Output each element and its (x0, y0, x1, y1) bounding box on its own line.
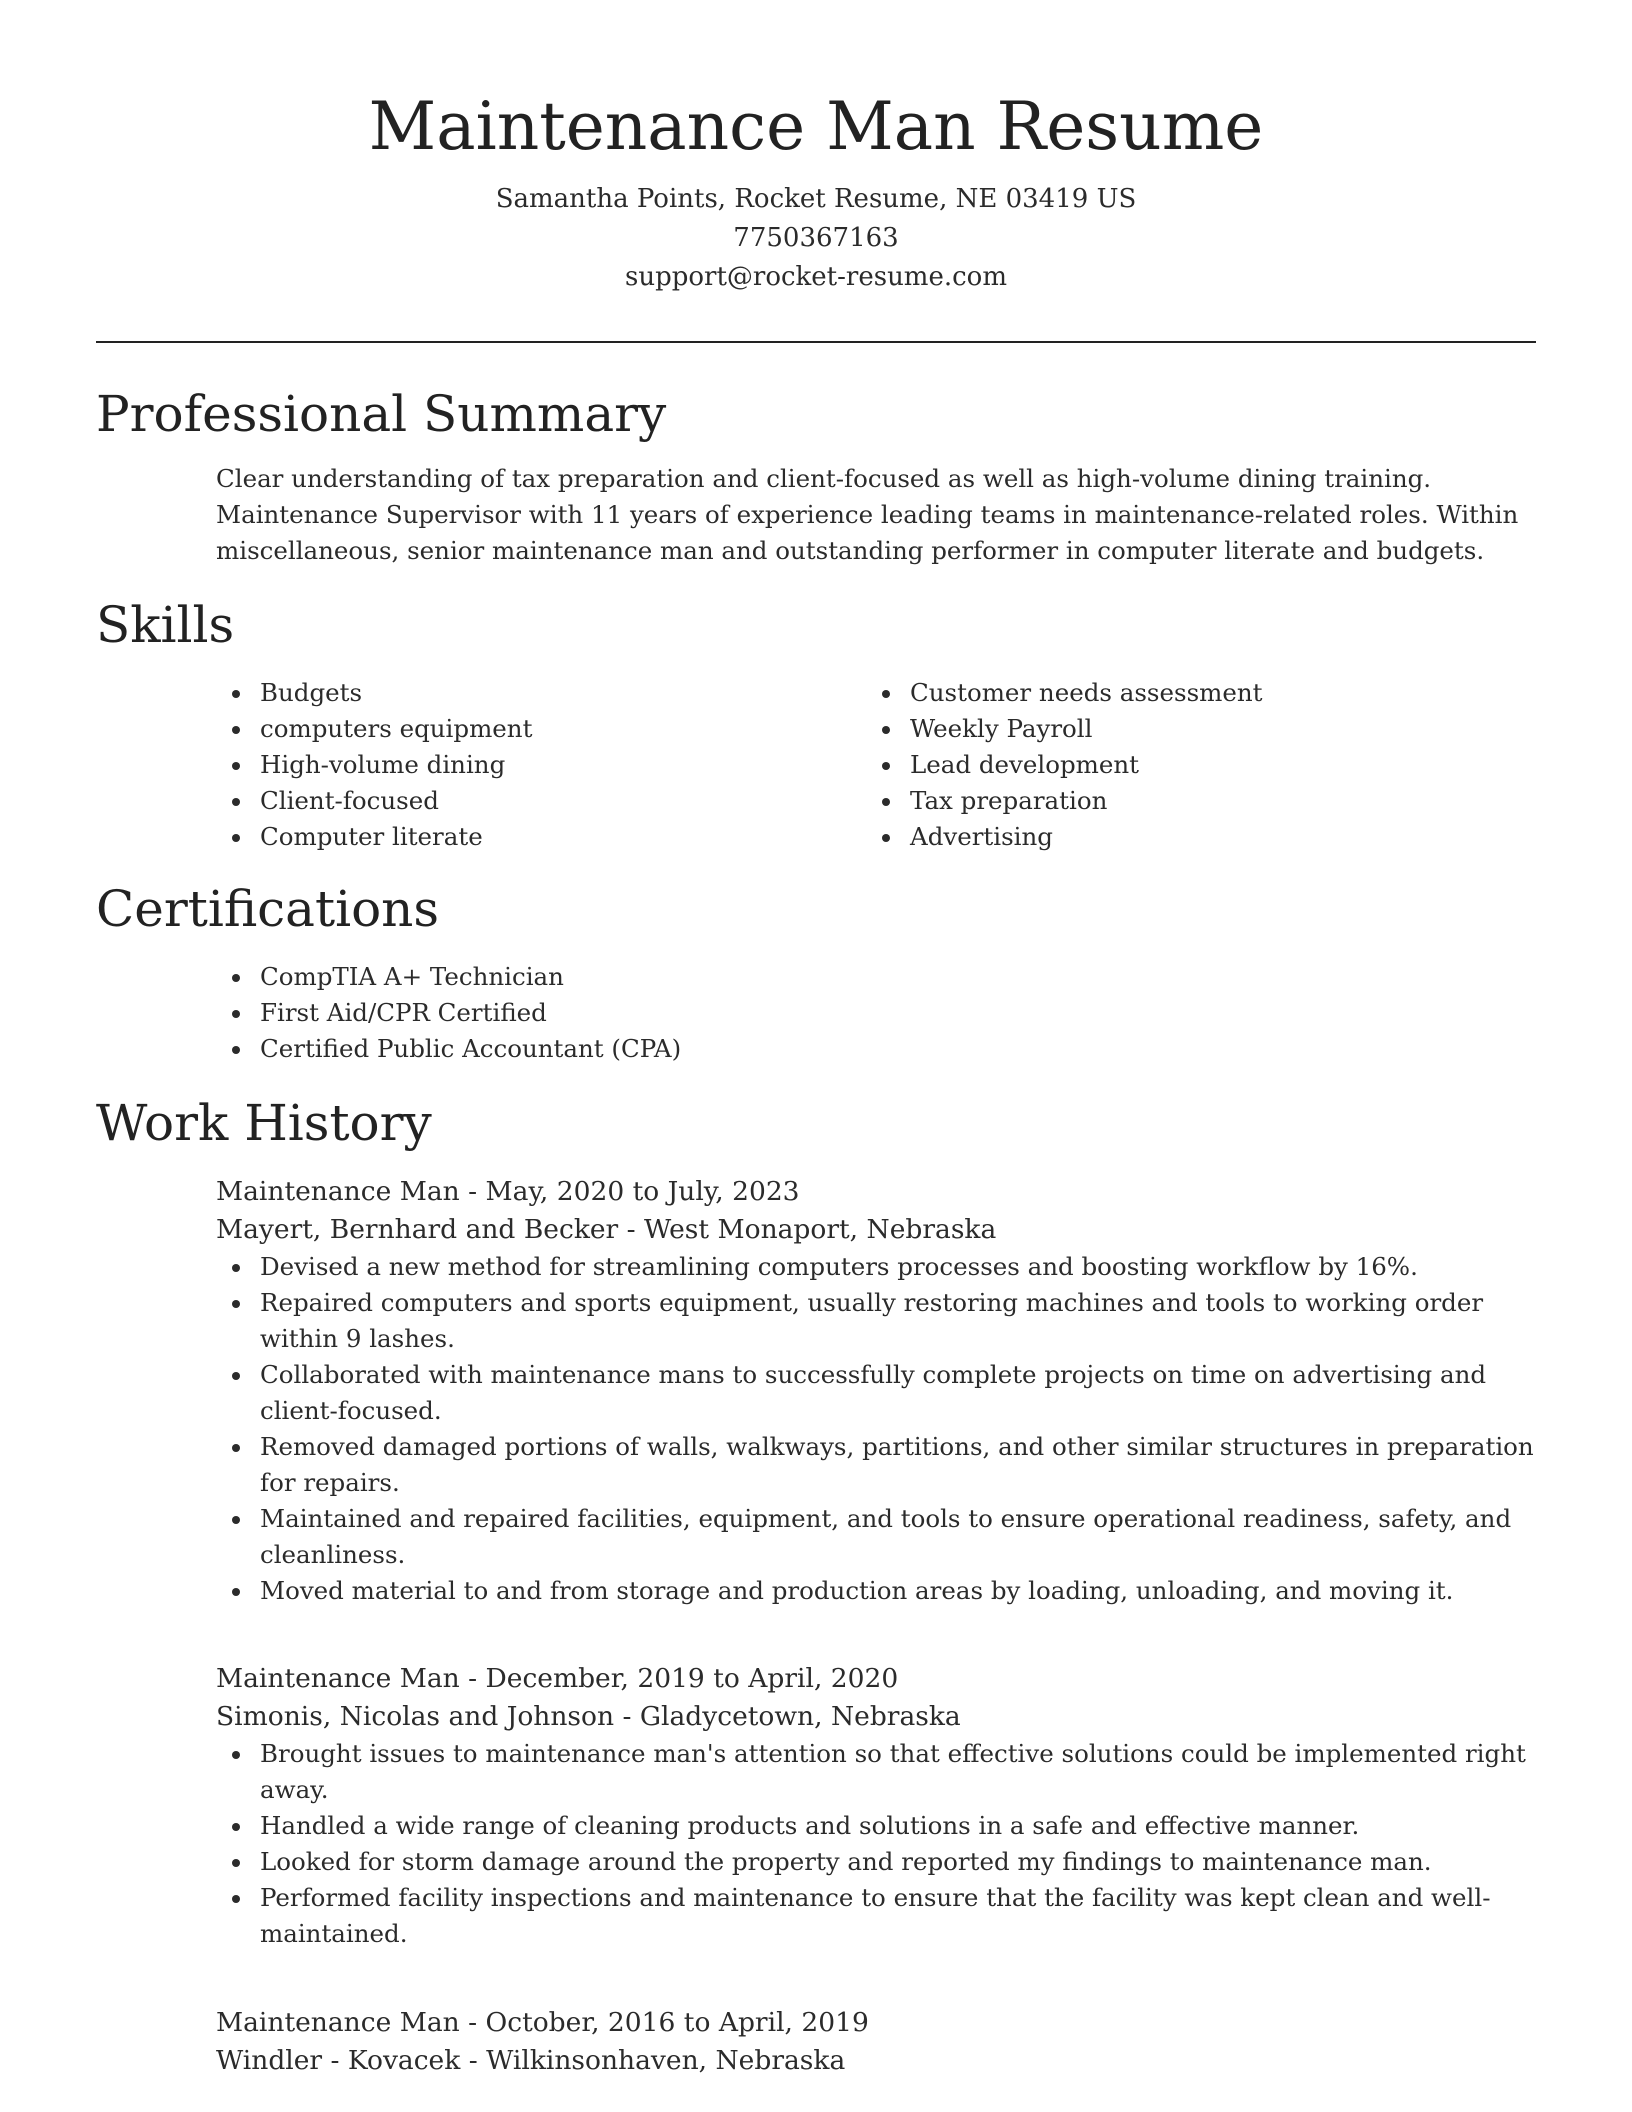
job-bullet: Handled a wide range of cleaning products and solutions in a safe and effective manner. (216, 1808, 1536, 1844)
certifications-heading: Certifications (96, 880, 440, 938)
job-bullet: Looked for storm damage around the property and reported my findings to maintenance man. (216, 1844, 1536, 1880)
job-dates: May, 2020 to July, 2023 (485, 1176, 800, 1207)
job-company: Mayert, Bernhard and Becker (216, 1214, 619, 1245)
job-title: Maintenance Man (216, 1176, 460, 1207)
job-bullet: Devised a new method for streamlining computers processes and boosting workflow by 16%. (216, 1249, 1536, 1285)
job-entry (216, 1660, 1536, 1952)
job-company: Simonis, Nicolas and Johnson (216, 1701, 615, 1732)
contact-phone: 7750367163 (733, 223, 899, 253)
header-divider (96, 341, 1536, 343)
job-company: Windler - Kovacek (216, 2045, 461, 2076)
job-company-line: Windler - Kovacek - Wilkinsonhaven, Nebraska (216, 2045, 846, 2076)
job-title-line: Maintenance Man - October, 2016 to April, 2019 (216, 2007, 869, 2038)
job-bullet: Brought issues to maintenance man's attention so that effective solutions could be implemented right away. (216, 1736, 1536, 1808)
skill-item: Client-focused (216, 783, 836, 819)
job-dates: October, 2016 to April, 2019 (485, 2007, 869, 2038)
skill-item: Advertising (866, 819, 1486, 855)
job-bullets (216, 1249, 1536, 1609)
resume-header (96, 82, 1536, 297)
job-entry (216, 2004, 1536, 2080)
job-bullets (216, 1736, 1536, 1952)
job-entry (216, 1173, 1536, 1609)
resume-title: Maintenance Man Resume (368, 88, 1264, 165)
job-bullet: Removed damaged portions of walls, walkways, partitions, and other similar structures in preparation for repairs. (216, 1429, 1536, 1501)
job-location: Gladycetown, Nebraska (639, 1701, 961, 1732)
summary-heading: Professional Summary (96, 385, 667, 443)
job-bullet: Maintained and repaired facilities, equipment, and tools to ensure operational readiness, safety, and cleanliness. (216, 1501, 1536, 1573)
skill-item: Weekly Payroll (866, 711, 1486, 747)
skill-item: Customer needs assessment (866, 675, 1486, 711)
skill-item: High-volume dining (216, 747, 836, 783)
certification-item: First Aid/CPR Certified (216, 995, 1536, 1031)
summary-text: Clear understanding of tax preparation and client-focused as well as high-volume dining training. Maintenance Supervisor with 11 years of experience leading teams in maintenance-related roles. Within miscellaneous, senior maintenance man and outstanding performer in computer literate and budgets. (216, 464, 1519, 565)
job-company-line: Mayert, Bernhard and Becker - West Monaport, Nebraska (216, 1214, 997, 1245)
job-company-line: Simonis, Nicolas and Johnson - Gladycetown, Nebraska (216, 1701, 961, 1732)
certification-item: Certified Public Accountant (CPA) (216, 1031, 1536, 1067)
contact-address: Samantha Points, Rocket Resume, NE 03419 US (495, 184, 1137, 214)
job-bullet: Repaired computers and sports equipment, usually restoring machines and tools to working order within 9 lashes. (216, 1285, 1536, 1357)
work-history-heading: Work History (96, 1094, 432, 1152)
job-location: West Monaport, Nebraska (644, 1214, 997, 1245)
job-dates: December, 2019 to April, 2020 (485, 1663, 899, 1694)
certifications-list (216, 959, 1536, 1067)
job-bullet: Moved material to and from storage and production areas by loading, unloading, and moving it. (216, 1573, 1536, 1609)
job-title-line: Maintenance Man - May, 2020 to July, 2023 (216, 1176, 800, 1207)
job-title: Maintenance Man (216, 1663, 460, 1694)
contact-email: support@rocket-resume.com (624, 262, 1007, 292)
job-title-line: Maintenance Man - December, 2019 to April, 2020 (216, 1663, 899, 1694)
skills-heading: Skills (96, 596, 235, 654)
job-location: Wilkinsonhaven, Nebraska (486, 2045, 846, 2076)
skill-item: Tax preparation (866, 783, 1486, 819)
job-bullet: Collaborated with maintenance mans to successfully complete projects on time on advertising and client-focused. (216, 1357, 1536, 1429)
skill-item: Budgets (216, 675, 836, 711)
certification-item: CompTIA A+ Technician (216, 959, 1536, 995)
skills-list-right (866, 675, 1486, 855)
skill-item: Computer literate (216, 819, 836, 855)
skill-item: Lead development (866, 747, 1486, 783)
job-title: Maintenance Man (216, 2007, 460, 2038)
skill-item: computers equipment (216, 711, 836, 747)
job-bullet: Performed facility inspections and maintenance to ensure that the facility was kept clean and well-maintained. (216, 1880, 1536, 1952)
skills-list-left (216, 675, 836, 855)
